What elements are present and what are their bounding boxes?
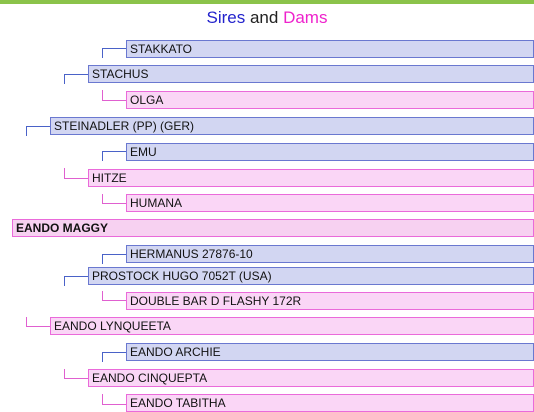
- page-title: [0, 8, 534, 28]
- ancestor-dam-sire-dam[interactable]: DOUBLE BAR D FLASHY 172R: [126, 292, 534, 310]
- ancestor-dam-dam-dam[interactable]: EANDO TABITHA: [126, 394, 534, 412]
- subject-animal[interactable]: EANDO MAGGY: [12, 219, 534, 237]
- ancestor-sire-sire-dam[interactable]: OLGA: [126, 91, 534, 109]
- ancestor-sire-sire[interactable]: STACHUS: [88, 65, 534, 83]
- ancestor-sire-sire-sire[interactable]: STAKKATO: [126, 40, 534, 58]
- ancestor-sire[interactable]: STEINADLER (PP) (GER): [50, 117, 534, 135]
- title-sires: Sires: [206, 8, 246, 27]
- title-and: and: [245, 8, 284, 27]
- ancestor-sire-dam-dam[interactable]: HUMANA: [126, 194, 534, 212]
- ancestor-dam-dam[interactable]: EANDO CINQUEPTA: [88, 369, 534, 387]
- ancestor-sire-dam[interactable]: HITZE: [88, 169, 534, 187]
- title-dams: Dams: [283, 8, 328, 27]
- ancestor-sire-dam-sire[interactable]: EMU: [126, 143, 534, 161]
- top-accent-bar: [0, 0, 534, 4]
- ancestor-dam-sire-sire[interactable]: HERMANUS 27876-10: [126, 245, 534, 263]
- ancestor-dam-dam-sire[interactable]: EANDO ARCHIE: [126, 343, 534, 361]
- ancestor-dam[interactable]: EANDO LYNQUEETA: [50, 317, 534, 335]
- ancestor-dam-sire[interactable]: PROSTOCK HUGO 7052T (USA): [88, 267, 534, 285]
